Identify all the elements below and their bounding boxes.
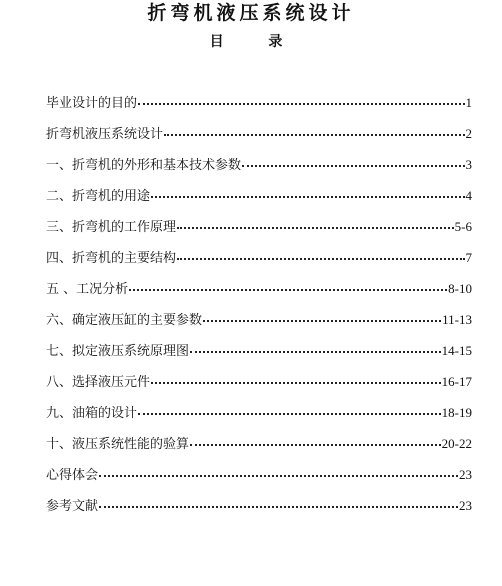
toc-entry-label: 六、确定液压缸的主要参数	[46, 313, 203, 328]
toc-entry-label: 心得体会	[46, 468, 99, 483]
table-of-contents	[46, 92, 472, 526]
toc-entry-label: 四、折弯机的主要结构	[46, 251, 177, 266]
toc-leader-dots	[99, 467, 458, 479]
toc-leader-dots	[164, 126, 464, 138]
toc-entry[interactable]	[46, 464, 472, 495]
toc-entry[interactable]	[46, 154, 472, 185]
toc-heading: 目 录	[209, 34, 303, 50]
toc-entry[interactable]	[46, 185, 472, 216]
toc-entry[interactable]	[46, 278, 472, 309]
toc-entry[interactable]	[46, 495, 472, 526]
toc-entry-label: 八、选择液压元件	[46, 375, 151, 390]
toc-entry-label: 二、折弯机的用途	[46, 189, 151, 204]
toc-entry-label: 毕业设计的目的	[46, 96, 138, 111]
toc-entry[interactable]	[46, 433, 472, 464]
toc-entry-label: 参考文献	[46, 499, 99, 514]
toc-leader-dots	[203, 312, 441, 324]
toc-leader-dots	[151, 188, 464, 200]
toc-entry-page: 5-6	[454, 219, 472, 234]
toc-entry[interactable]	[46, 340, 472, 371]
toc-leader-dots	[177, 219, 454, 231]
toc-leader-dots	[190, 436, 441, 448]
toc-leader-dots	[190, 343, 441, 355]
toc-entry-page: 2	[465, 126, 472, 141]
toc-entry-page: 11-13	[442, 312, 472, 327]
toc-entry-page: 7	[465, 250, 472, 265]
toc-entry-page: 3	[465, 157, 472, 172]
toc-leader-dots	[151, 374, 441, 386]
document-title: 折弯机液压系统设计	[147, 2, 355, 24]
toc-entry-page: 16-17	[441, 374, 472, 389]
toc-entry-page: 23	[459, 498, 472, 513]
toc-leader-dots	[129, 281, 447, 293]
toc-entry-label: 十、液压系统性能的验算	[46, 437, 190, 452]
toc-entry[interactable]	[46, 216, 472, 247]
toc-entry-page: 8-10	[448, 281, 472, 296]
toc-entry-label: 五 、工况分析	[46, 282, 129, 297]
toc-entry-page: 23	[459, 467, 472, 482]
toc-entry-page: 1	[465, 95, 472, 110]
toc-entry-label: 九、油箱的设计	[46, 406, 138, 421]
toc-leader-dots	[242, 157, 464, 169]
toc-leader-dots	[177, 250, 464, 262]
toc-entry[interactable]	[46, 402, 472, 433]
toc-leader-dots	[138, 95, 464, 107]
toc-entry[interactable]	[46, 123, 472, 154]
toc-entry-page: 18-19	[441, 405, 472, 420]
toc-leader-dots	[99, 498, 458, 510]
toc-leader-dots	[138, 405, 441, 417]
toc-entry-label: 一、折弯机的外形和基本技术参数	[46, 158, 242, 173]
toc-entry-page: 14-15	[441, 343, 472, 358]
toc-entry-label: 七、拟定液压系统原理图	[46, 344, 190, 359]
toc-entry-label: 三、折弯机的工作原理	[46, 220, 177, 235]
toc-entry-page: 20-22	[441, 436, 472, 451]
toc-entry-page: 4	[465, 188, 472, 203]
toc-entry[interactable]	[46, 309, 472, 340]
toc-entry[interactable]	[46, 371, 472, 402]
toc-entry[interactable]	[46, 92, 472, 123]
toc-entry[interactable]	[46, 247, 472, 278]
toc-entry-label: 折弯机液压系统设计	[46, 127, 164, 142]
